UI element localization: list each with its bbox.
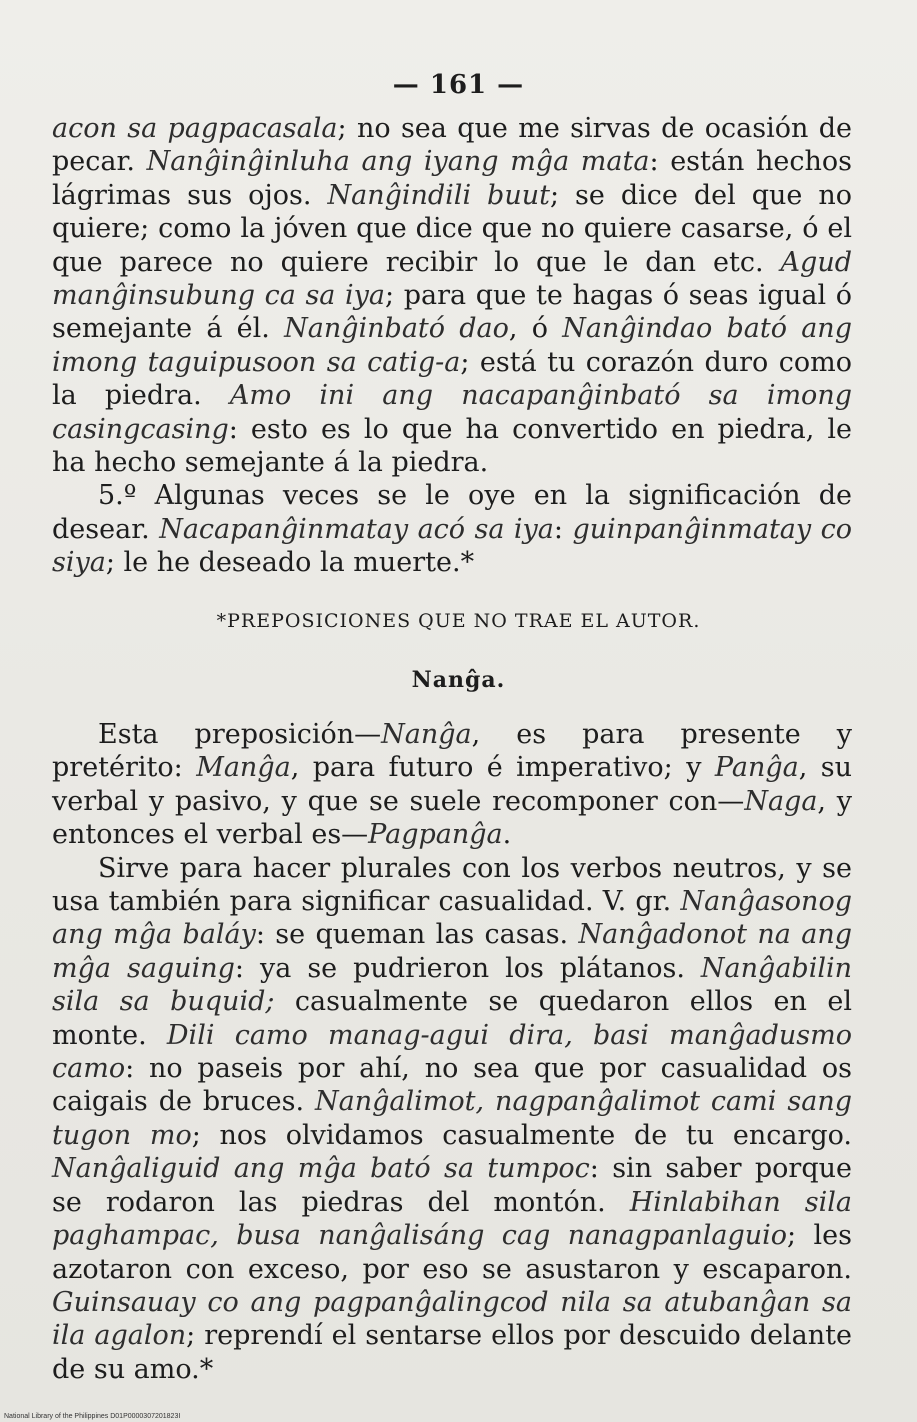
text-run: : no paseis por ahí, no sea que por casualidad os caigais de bruces. — [52, 1053, 852, 1118]
vernacular-example: guinpanĝinmatay co siya — [52, 513, 852, 579]
text-run: ; no sea que me sirvas de ocasión de pecar. — [52, 113, 852, 178]
vernacular-example: Guinsauay co ang pagpanĝalingcod nila sa atubanĝan sa ila agalon — [52, 1286, 852, 1352]
text-run: ; nos olvidamos casualmente de tu encargo. — [191, 1119, 853, 1151]
vernacular-example: Agud manĝinsubung ca sa iya — [52, 246, 852, 312]
vernacular-example: Pagpanĝa — [368, 819, 503, 851]
vernacular-example: Nanĝabilin sila sa buquid; — [52, 952, 852, 1018]
section-subheading: Nanĝa. — [411, 667, 506, 693]
vernacular-example: Nacapanĝinmatay acó sa iya — [159, 513, 554, 545]
vernacular-example: Nanĝadonot na ang mĝa saguing — [52, 919, 852, 984]
vernacular-example: Nanĝindao bató ang imong taguipusoon sa catig-a — [52, 313, 852, 378]
vernacular-example: Nanĝasonog ang mĝa baláy — [52, 886, 852, 951]
text-run: Esta preposición— — [98, 719, 382, 750]
text-run: ; para que te hagas ó seas igual ó semejante á él. — [52, 280, 852, 345]
vernacular-example: Amo ini ang nacapanĝinbató sa imong casingcasing — [52, 380, 852, 445]
text-run: , para futuro é imperativo; y — [290, 752, 715, 784]
text-run: ; le he deseado la muerte.* — [105, 547, 475, 579]
paragraph — [52, 852, 852, 1387]
vernacular-example: Nanĝinĝinluha ang iyang mĝa mata — [146, 146, 650, 178]
text-run: : ya se pudrieron los plátanos. — [234, 952, 701, 984]
vernacular-example: Manĝa — [196, 752, 291, 784]
text-run: , su verbal y pasivo, y que se suele recomponer con— — [52, 752, 852, 817]
text-block-upper — [52, 112, 852, 580]
text-run: : sin saber porque se rodaron las piedras del montón. — [52, 1153, 852, 1218]
text-run: ; está tu corazón duro como la piedra. — [52, 346, 852, 412]
text-run: : se queman las casas. — [255, 919, 579, 951]
vernacular-example: Dili camo manag-agui dira, basi manĝadusmo camo — [52, 1019, 852, 1085]
text-run: : están hechos lágrimas sus ojos. — [52, 146, 852, 211]
vernacular-example: acon sa pagpacasala — [52, 113, 338, 144]
vernacular-example: Hinlabihan sila paghampac, busa nanĝalisáng cag nanagpanlaguio — [52, 1186, 852, 1252]
vernacular-example: Nanĝaliguid ang mĝa bató sa tumpoc — [52, 1153, 590, 1185]
text-run: , es para presente y pretérito: — [52, 719, 852, 784]
text-run: : esto es lo que ha convertido en piedra, le ha hecho semejante á la piedra. — [52, 413, 852, 479]
text-run: . — [502, 819, 512, 851]
page-number: — 161 — — [392, 70, 525, 100]
vernacular-example: Panĝa — [714, 752, 799, 784]
text-run: , ó — [508, 313, 563, 345]
library-footer: National Library of the Philippines D01P0000307201823I — [4, 1413, 181, 1420]
text-run: casualmente se quedaron ellos en el monte. — [52, 986, 853, 1051]
vernacular-example: Nanĝa — [381, 719, 472, 750]
text-block-lower — [52, 718, 852, 1386]
paragraph-numbered-5 — [52, 479, 852, 579]
paragraph — [52, 112, 852, 479]
vernacular-example: Naga — [744, 785, 818, 817]
text-run: ; reprendí el sentarse ellos por descuido delante de su amo.* — [52, 1320, 852, 1385]
vernacular-example: Nanĝinbató dao — [284, 313, 509, 345]
vernacular-example: Nanĝindili buut — [327, 179, 550, 211]
text-run: Sirve para hacer plurales con los verbos neutros, y se usa también para significar casualidad. V. gr. — [52, 852, 852, 918]
text-run: ; les azotaron con exceso, por eso se asustaron y escaparon. — [52, 1220, 852, 1285]
text-run: ; se dice del que no quiere; como la jóven que dice que no quiere casarse, ó el que parece no quiere recibir lo que le dan etc. — [52, 179, 852, 278]
text-run: : — [553, 513, 573, 545]
text-run: , y entonces el verbal es— — [52, 785, 852, 851]
paragraph — [52, 718, 852, 852]
text-run: 5.º Algunas veces se le oye en la significación de desear. — [52, 480, 852, 545]
vernacular-example: Nanĝalimot, nagpanĝalimot cami sang tugon mo — [52, 1086, 852, 1151]
section-heading: *PREPOSICIONES QUE NO TRAE EL AUTOR. — [216, 610, 701, 632]
